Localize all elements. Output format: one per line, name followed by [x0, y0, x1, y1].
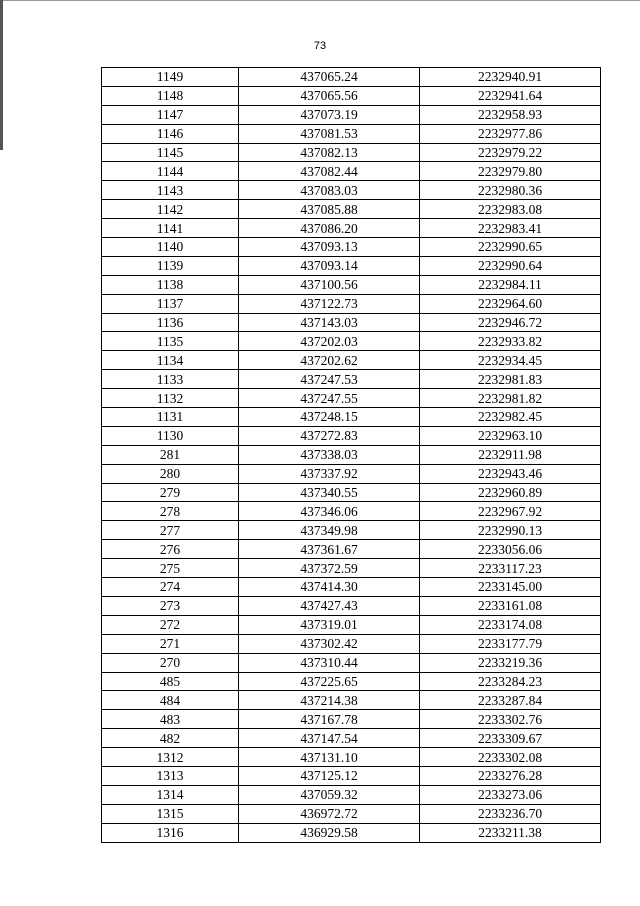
x-coordinate-cell: 437085.88 [239, 200, 420, 219]
point-id-cell: 1135 [102, 332, 239, 351]
point-id-cell: 1137 [102, 294, 239, 313]
x-coordinate-cell: 437125.12 [239, 766, 420, 785]
x-coordinate-cell: 437122.73 [239, 294, 420, 313]
y-coordinate-cell: 2232941.64 [420, 86, 601, 105]
y-coordinate-cell: 2232977.86 [420, 124, 601, 143]
coordinates-table [101, 67, 601, 843]
table-row [102, 559, 601, 578]
table-row [102, 729, 601, 748]
point-id-cell: 1145 [102, 143, 239, 162]
x-coordinate-cell: 437143.03 [239, 313, 420, 332]
point-id-cell: 482 [102, 729, 239, 748]
y-coordinate-cell: 2232958.93 [420, 105, 601, 124]
point-id-cell: 1316 [102, 823, 239, 842]
y-coordinate-cell: 2232979.80 [420, 162, 601, 181]
point-id-cell: 1313 [102, 766, 239, 785]
y-coordinate-cell: 2232943.46 [420, 464, 601, 483]
table-row [102, 105, 601, 124]
y-coordinate-cell: 2232990.65 [420, 238, 601, 257]
point-id-cell: 1140 [102, 238, 239, 257]
y-coordinate-cell: 2233056.06 [420, 540, 601, 559]
table-row [102, 502, 601, 521]
y-coordinate-cell: 2232933.82 [420, 332, 601, 351]
point-id-cell: 1139 [102, 256, 239, 275]
x-coordinate-cell: 437310.44 [239, 653, 420, 672]
table-row [102, 785, 601, 804]
point-id-cell: 1138 [102, 275, 239, 294]
x-coordinate-cell: 437247.53 [239, 370, 420, 389]
x-coordinate-cell: 437361.67 [239, 540, 420, 559]
table-row [102, 219, 601, 238]
point-id-cell: 1132 [102, 389, 239, 408]
coordinates-table-body [102, 68, 601, 843]
point-id-cell: 1142 [102, 200, 239, 219]
x-coordinate-cell: 437349.98 [239, 521, 420, 540]
point-id-cell: 275 [102, 559, 239, 578]
x-coordinate-cell: 437214.38 [239, 691, 420, 710]
y-coordinate-cell: 2233145.00 [420, 578, 601, 597]
y-coordinate-cell: 2232967.92 [420, 502, 601, 521]
point-id-cell: 1144 [102, 162, 239, 181]
y-coordinate-cell: 2232963.10 [420, 426, 601, 445]
y-coordinate-cell: 2233174.08 [420, 615, 601, 634]
x-coordinate-cell: 437225.65 [239, 672, 420, 691]
x-coordinate-cell: 437414.30 [239, 578, 420, 597]
table-row [102, 256, 601, 275]
point-id-cell: 1148 [102, 86, 239, 105]
y-coordinate-cell: 2233302.76 [420, 710, 601, 729]
x-coordinate-cell: 437167.78 [239, 710, 420, 729]
table-row [102, 86, 601, 105]
y-coordinate-cell: 2232980.36 [420, 181, 601, 200]
y-coordinate-cell: 2233117.23 [420, 559, 601, 578]
x-coordinate-cell: 437202.62 [239, 351, 420, 370]
point-id-cell: 1146 [102, 124, 239, 143]
x-coordinate-cell: 437083.03 [239, 181, 420, 200]
y-coordinate-cell: 2233273.06 [420, 785, 601, 804]
table-row [102, 672, 601, 691]
table-row [102, 389, 601, 408]
y-coordinate-cell: 2232990.64 [420, 256, 601, 275]
table-row [102, 464, 601, 483]
y-coordinate-cell: 2232982.45 [420, 408, 601, 427]
point-id-cell: 1131 [102, 408, 239, 427]
x-coordinate-cell: 436972.72 [239, 804, 420, 823]
point-id-cell: 1130 [102, 426, 239, 445]
x-coordinate-cell: 437272.83 [239, 426, 420, 445]
x-coordinate-cell: 437372.59 [239, 559, 420, 578]
y-coordinate-cell: 2232979.22 [420, 143, 601, 162]
y-coordinate-cell: 2232981.82 [420, 389, 601, 408]
point-id-cell: 1141 [102, 219, 239, 238]
point-id-cell: 1149 [102, 68, 239, 87]
y-coordinate-cell: 2232960.89 [420, 483, 601, 502]
point-id-cell: 274 [102, 578, 239, 597]
x-coordinate-cell: 437247.55 [239, 389, 420, 408]
point-id-cell: 271 [102, 634, 239, 653]
table-row [102, 332, 601, 351]
y-coordinate-cell: 2232964.60 [420, 294, 601, 313]
table-row [102, 124, 601, 143]
y-coordinate-cell: 2233161.08 [420, 596, 601, 615]
table-row [102, 370, 601, 389]
table-row [102, 483, 601, 502]
table-row [102, 540, 601, 559]
point-id-cell: 483 [102, 710, 239, 729]
x-coordinate-cell: 437346.06 [239, 502, 420, 521]
point-id-cell: 272 [102, 615, 239, 634]
point-id-cell: 276 [102, 540, 239, 559]
x-coordinate-cell: 437082.13 [239, 143, 420, 162]
x-coordinate-cell: 437065.56 [239, 86, 420, 105]
point-id-cell: 484 [102, 691, 239, 710]
table-row [102, 653, 601, 672]
x-coordinate-cell: 437073.19 [239, 105, 420, 124]
table-row [102, 181, 601, 200]
point-id-cell: 279 [102, 483, 239, 502]
point-id-cell: 270 [102, 653, 239, 672]
table-row [102, 823, 601, 842]
x-coordinate-cell: 437337.92 [239, 464, 420, 483]
table-row [102, 710, 601, 729]
table-row [102, 68, 601, 87]
y-coordinate-cell: 2232983.41 [420, 219, 601, 238]
point-id-cell: 1136 [102, 313, 239, 332]
x-coordinate-cell: 437131.10 [239, 748, 420, 767]
table-row [102, 766, 601, 785]
y-coordinate-cell: 2233302.08 [420, 748, 601, 767]
x-coordinate-cell: 437147.54 [239, 729, 420, 748]
table-row [102, 596, 601, 615]
y-coordinate-cell: 2233287.84 [420, 691, 601, 710]
y-coordinate-cell: 2232984.11 [420, 275, 601, 294]
page-number: 73 [313, 40, 327, 52]
x-coordinate-cell: 437086.20 [239, 219, 420, 238]
point-id-cell: 278 [102, 502, 239, 521]
y-coordinate-cell: 2232946.72 [420, 313, 601, 332]
table-row [102, 521, 601, 540]
x-coordinate-cell: 437065.24 [239, 68, 420, 87]
x-coordinate-cell: 437338.03 [239, 445, 420, 464]
point-id-cell: 1133 [102, 370, 239, 389]
point-id-cell: 1147 [102, 105, 239, 124]
table-row [102, 313, 601, 332]
y-coordinate-cell: 2232940.91 [420, 68, 601, 87]
point-id-cell: 1312 [102, 748, 239, 767]
table-row [102, 408, 601, 427]
y-coordinate-cell: 2233211.38 [420, 823, 601, 842]
table-row [102, 351, 601, 370]
x-coordinate-cell: 437302.42 [239, 634, 420, 653]
y-coordinate-cell: 2233309.67 [420, 729, 601, 748]
y-coordinate-cell: 2232983.08 [420, 200, 601, 219]
y-coordinate-cell: 2232981.83 [420, 370, 601, 389]
x-coordinate-cell: 437081.53 [239, 124, 420, 143]
table-row [102, 691, 601, 710]
table-row [102, 426, 601, 445]
table-row [102, 634, 601, 653]
scan-edge-mark [0, 0, 3, 150]
y-coordinate-cell: 2232934.45 [420, 351, 601, 370]
table-row [102, 162, 601, 181]
table-row [102, 748, 601, 767]
table-row [102, 143, 601, 162]
x-coordinate-cell: 437202.03 [239, 332, 420, 351]
x-coordinate-cell: 437248.15 [239, 408, 420, 427]
table-row [102, 445, 601, 464]
point-id-cell: 281 [102, 445, 239, 464]
page-top-edge [0, 0, 640, 1]
table-row [102, 578, 601, 597]
x-coordinate-cell: 437340.55 [239, 483, 420, 502]
table-row [102, 275, 601, 294]
y-coordinate-cell: 2233276.28 [420, 766, 601, 785]
table-row [102, 238, 601, 257]
point-id-cell: 280 [102, 464, 239, 483]
table-row [102, 615, 601, 634]
x-coordinate-cell: 437093.13 [239, 238, 420, 257]
point-id-cell: 273 [102, 596, 239, 615]
y-coordinate-cell: 2233284.23 [420, 672, 601, 691]
point-id-cell: 485 [102, 672, 239, 691]
y-coordinate-cell: 2233219.36 [420, 653, 601, 672]
y-coordinate-cell: 2232990.13 [420, 521, 601, 540]
point-id-cell: 1143 [102, 181, 239, 200]
point-id-cell: 1314 [102, 785, 239, 804]
x-coordinate-cell: 437059.32 [239, 785, 420, 804]
y-coordinate-cell: 2233236.70 [420, 804, 601, 823]
y-coordinate-cell: 2233177.79 [420, 634, 601, 653]
point-id-cell: 1315 [102, 804, 239, 823]
x-coordinate-cell: 436929.58 [239, 823, 420, 842]
x-coordinate-cell: 437093.14 [239, 256, 420, 275]
x-coordinate-cell: 437100.56 [239, 275, 420, 294]
point-id-cell: 1134 [102, 351, 239, 370]
x-coordinate-cell: 437082.44 [239, 162, 420, 181]
point-id-cell: 277 [102, 521, 239, 540]
y-coordinate-cell: 2232911.98 [420, 445, 601, 464]
table-row [102, 294, 601, 313]
table-row [102, 200, 601, 219]
x-coordinate-cell: 437427.43 [239, 596, 420, 615]
x-coordinate-cell: 437319.01 [239, 615, 420, 634]
table-row [102, 804, 601, 823]
